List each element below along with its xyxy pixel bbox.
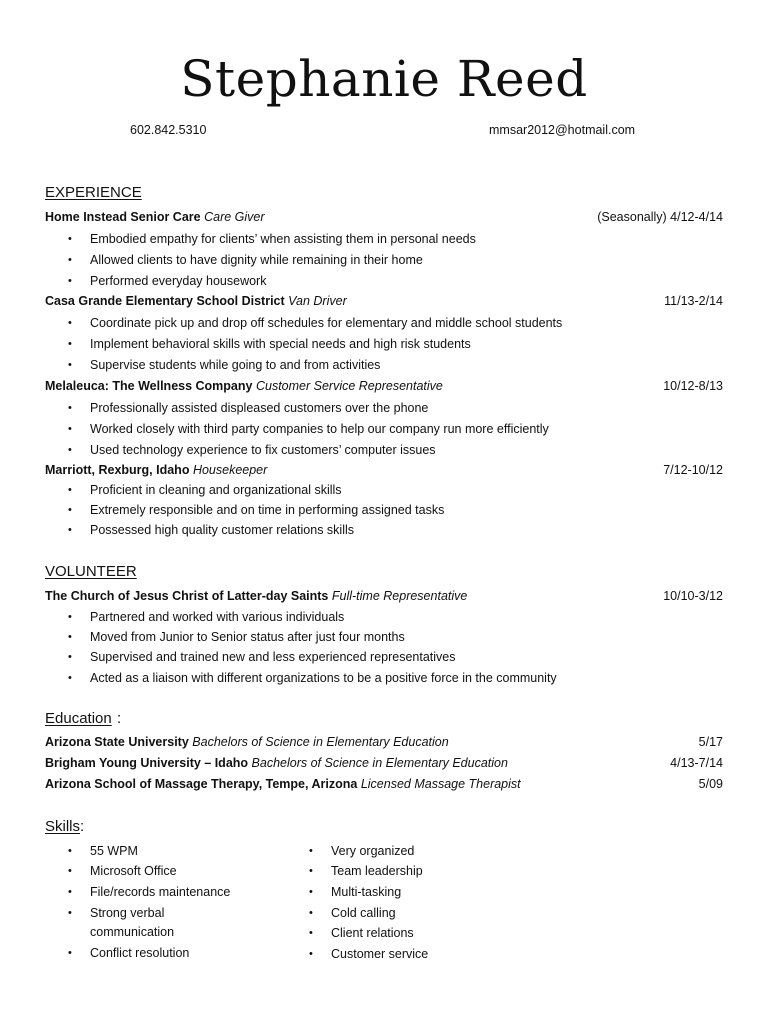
education-dates: 4/13-7/14 — [670, 756, 723, 770]
bullet-icon: • — [68, 524, 72, 536]
job-org: Casa Grande Elementary School District — [45, 294, 285, 308]
bullet-icon: • — [68, 504, 72, 516]
bullet-icon: • — [68, 886, 72, 898]
bullet-icon: • — [68, 907, 72, 919]
email-address: mmsar2012@hotmail.com — [489, 123, 636, 137]
bullet-icon: • — [68, 651, 72, 663]
job-role: Customer Service Representative — [255, 379, 443, 393]
bullet-icon: • — [68, 359, 72, 371]
phone-number: 602.842.5310 — [130, 123, 207, 137]
bullet-icon: • — [309, 907, 313, 919]
bullet-icon: • — [68, 444, 72, 456]
education-heading: Education — [45, 710, 112, 727]
job-dates: 10/12-8/13 — [663, 379, 723, 393]
bullet-icon: • — [68, 233, 72, 245]
bullet-icon: • — [309, 886, 313, 898]
bullet-icon: • — [68, 845, 72, 857]
school-name: Brigham Young University – Idaho — [45, 756, 249, 770]
education-dates: 5/17 — [698, 735, 723, 749]
bullet-icon: • — [309, 927, 313, 939]
job-dates: 11/13-2/14 — [664, 294, 723, 308]
job-entry — [45, 292, 723, 310]
job-role: Van Driver — [288, 294, 347, 308]
job-dates: 7/12-10/12 — [663, 463, 723, 477]
education-heading-colon: : — [117, 710, 122, 727]
degree: Bachelors of Science in Elementary Education — [251, 756, 508, 770]
volunteer-dates: 10/10-3/12 — [663, 589, 723, 603]
education-entry — [45, 754, 723, 772]
education-entry — [45, 775, 723, 793]
job-entry — [45, 208, 723, 226]
education-dates: 5/09 — [698, 777, 723, 791]
bullet-icon: • — [68, 338, 72, 350]
degree: Licensed Massage Therapist — [360, 777, 521, 791]
bullet-icon: • — [309, 948, 313, 960]
job-entry — [45, 461, 723, 479]
bullet-icon: • — [68, 631, 72, 643]
bullet-icon: • — [68, 865, 72, 877]
bullet-icon: • — [68, 484, 72, 496]
job-org: Melaleuca: The Wellness Company — [45, 379, 253, 393]
volunteer-entry — [45, 587, 723, 605]
job-role: Housekeeper — [192, 463, 268, 477]
school-name: Arizona School of Massage Therapy, Tempe, Arizona — [45, 777, 358, 791]
education-entry — [45, 733, 723, 751]
job-role: Care Giver — [204, 210, 265, 224]
bullet-icon: • — [68, 317, 72, 329]
bullet-icon: • — [68, 275, 72, 287]
experience-heading: EXPERIENCE — [45, 184, 142, 201]
school-name: Arizona State University — [45, 735, 189, 749]
bullet-icon: • — [68, 423, 72, 435]
degree: Bachelors of Science in Elementary Education — [192, 735, 449, 749]
bullet-icon: • — [68, 611, 72, 623]
bullet-icon: • — [68, 402, 72, 414]
job-entry — [45, 377, 723, 395]
bullet-icon: • — [68, 254, 72, 266]
bullet-icon: • — [68, 672, 72, 684]
bullet-icon: • — [309, 845, 313, 857]
volunteer-org: The Church of Jesus Christ of Latter-day Saints — [45, 589, 329, 603]
bullet-icon: • — [309, 865, 313, 877]
volunteer-heading: VOLUNTEER — [45, 563, 137, 580]
skills-heading: Skills — [45, 818, 81, 835]
bullet-icon: • — [68, 947, 72, 959]
volunteer-role: Full-time Representative — [331, 589, 468, 603]
resume-name: Stephanie Reed — [180, 50, 588, 108]
skills-heading-colon: : — [80, 818, 85, 835]
job-org: Marriott, Rexburg, Idaho — [45, 463, 190, 477]
job-org: Home Instead Senior Care — [45, 210, 201, 224]
job-dates: (Seasonally) 4/12-4/14 — [597, 210, 723, 224]
